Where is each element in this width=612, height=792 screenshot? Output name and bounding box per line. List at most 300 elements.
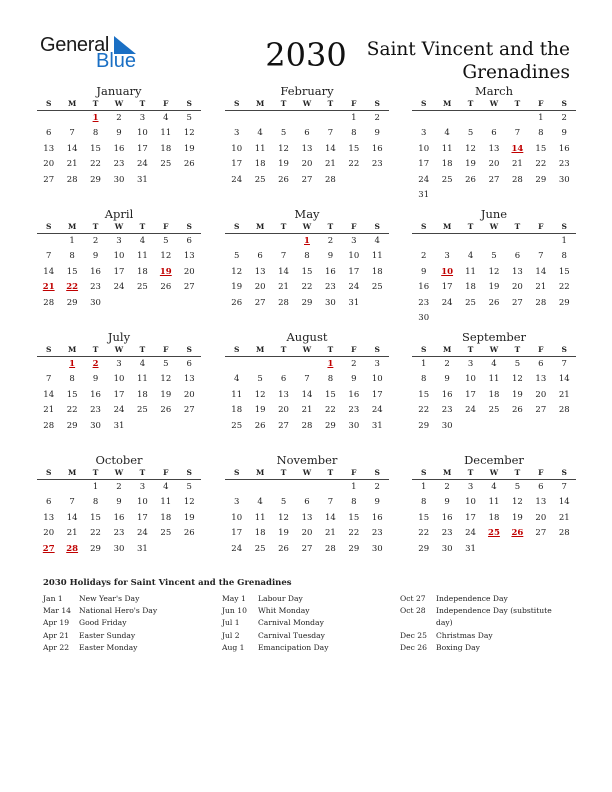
- weekday-label: W: [489, 222, 499, 231]
- day: 3: [467, 359, 474, 369]
- weekday-label: S: [421, 222, 427, 231]
- empty-cell: [248, 111, 271, 126]
- day: 26: [160, 282, 172, 293]
- day: 20: [535, 512, 547, 523]
- day: 20: [278, 405, 289, 416]
- day: 3: [116, 359, 122, 369]
- weekday-label: T: [467, 345, 474, 354]
- day: 28: [43, 420, 55, 431]
- day: 19: [511, 512, 523, 523]
- holiday-day: 22: [66, 282, 79, 293]
- day: 24: [231, 543, 243, 554]
- weekday-label: S: [234, 99, 240, 108]
- weekday-label: S: [46, 99, 52, 108]
- day: 6: [46, 497, 52, 508]
- month-february: [225, 84, 389, 188]
- weekday-label: T: [514, 222, 521, 231]
- day: 23: [90, 282, 101, 293]
- empty-cell: [295, 480, 318, 495]
- day: 27: [183, 405, 195, 416]
- day: 20: [183, 389, 195, 400]
- day: 7: [46, 374, 52, 385]
- day: 24: [441, 297, 453, 308]
- weekday-header: [225, 344, 389, 357]
- weekday-label: W: [302, 345, 312, 354]
- day: 28: [43, 297, 55, 308]
- day: 4: [491, 359, 497, 369]
- day: 15: [90, 143, 101, 154]
- day: 20: [535, 389, 547, 400]
- day: 2: [374, 482, 380, 492]
- day: 7: [327, 128, 334, 139]
- weekday-label: T: [280, 468, 287, 477]
- day: 4: [139, 236, 146, 246]
- day: 18: [371, 266, 383, 277]
- weekday-header: [412, 467, 576, 480]
- day: 28: [278, 297, 289, 308]
- day: 29: [535, 174, 547, 185]
- month-title: January: [96, 84, 142, 98]
- day: 21: [324, 528, 336, 539]
- day-grid: [225, 111, 389, 188]
- weekday-label: T: [92, 345, 99, 354]
- month-may: [225, 207, 389, 311]
- month-title: April: [104, 207, 134, 221]
- day: 24: [465, 528, 476, 539]
- weekday-label: S: [561, 222, 567, 231]
- day: 21: [278, 282, 289, 293]
- day: 6: [257, 251, 263, 262]
- day: 12: [160, 374, 172, 385]
- day: 27: [488, 174, 500, 185]
- weekday-label: M: [255, 468, 265, 477]
- day: 6: [538, 359, 544, 369]
- day: 31: [113, 420, 125, 431]
- day: 5: [186, 482, 192, 492]
- day: 17: [231, 159, 243, 170]
- day: 8: [351, 128, 357, 139]
- day: 11: [160, 497, 172, 508]
- day: 24: [113, 405, 125, 416]
- day: 21: [43, 405, 55, 416]
- empty-cell: [529, 234, 552, 249]
- day: 21: [66, 528, 78, 539]
- holiday-row: [43, 605, 209, 617]
- day: 30: [371, 543, 383, 554]
- weekday-label: S: [421, 468, 427, 477]
- empty-cell: [506, 234, 529, 249]
- weekday-header: [412, 344, 576, 357]
- day: 5: [467, 128, 474, 139]
- weekday-label: S: [46, 468, 52, 477]
- month-title: October: [95, 453, 143, 467]
- day: 23: [441, 528, 453, 539]
- day: 6: [46, 128, 52, 139]
- day: 6: [280, 374, 287, 385]
- day: 1: [421, 359, 427, 369]
- weekday-label: S: [421, 345, 427, 354]
- day: 6: [491, 128, 497, 139]
- day: 15: [348, 512, 360, 523]
- day: 23: [558, 159, 570, 170]
- holiday-date: Dec 26: [400, 642, 427, 652]
- holiday-name: Independence Day: [436, 594, 508, 603]
- day: 16: [90, 266, 101, 277]
- day: 24: [418, 174, 430, 185]
- day: 26: [278, 174, 289, 185]
- day: 2: [444, 359, 450, 369]
- country-title: Saint Vincent and the Grenadines: [366, 39, 570, 83]
- day: 22: [418, 405, 430, 416]
- day: 18: [254, 159, 266, 170]
- day: 15: [66, 266, 78, 277]
- holiday-name: Easter Sunday: [79, 630, 136, 640]
- day: 4: [444, 128, 450, 139]
- day: 15: [418, 512, 430, 523]
- day: 17: [371, 389, 383, 400]
- day: 30: [113, 543, 125, 554]
- weekday-label: T: [139, 99, 146, 108]
- day: 16: [113, 143, 125, 154]
- day: 1: [351, 113, 357, 123]
- weekday-label: T: [139, 468, 146, 477]
- day: 13: [278, 389, 289, 400]
- day: 19: [278, 159, 289, 170]
- weekday-label: T: [467, 222, 474, 231]
- day: 16: [441, 389, 453, 400]
- day: 13: [183, 374, 195, 385]
- day: 28: [324, 174, 336, 185]
- day: 12: [183, 497, 195, 508]
- holiday-name: Carnival Tuesday: [258, 630, 325, 640]
- day: 21: [324, 159, 336, 170]
- holiday-day: 2: [92, 359, 99, 369]
- day: 21: [558, 512, 570, 523]
- holiday-date: Aug 1: [222, 642, 245, 652]
- day: 25: [231, 420, 243, 431]
- weekday-label: F: [163, 222, 169, 231]
- day: 21: [558, 389, 570, 400]
- weekday-label: F: [351, 222, 357, 231]
- day: 17: [465, 512, 476, 523]
- weekday-label: T: [514, 99, 521, 108]
- empty-cell: [225, 111, 248, 126]
- day: 17: [348, 266, 360, 277]
- day: 30: [441, 543, 453, 554]
- day: 9: [116, 497, 122, 508]
- weekday-label: T: [467, 99, 474, 108]
- weekday-label: M: [442, 468, 452, 477]
- day: 16: [418, 282, 430, 293]
- weekday-header: [225, 467, 389, 480]
- weekday-label: F: [163, 345, 169, 354]
- weekday-header: [37, 221, 201, 234]
- holiday-day: 21: [42, 282, 55, 293]
- weekday-label: F: [351, 345, 357, 354]
- weekday-label: S: [234, 222, 240, 231]
- weekday-label: T: [92, 99, 99, 108]
- day: 2: [116, 113, 122, 123]
- day: 16: [371, 143, 383, 154]
- day: 25: [160, 528, 172, 539]
- day: 7: [69, 497, 75, 508]
- weekday-label: M: [67, 222, 77, 231]
- holiday-name: Independence Day (substitute day): [436, 606, 552, 628]
- day: 14: [558, 497, 570, 508]
- day: 10: [371, 374, 383, 385]
- holiday-date: May 1: [222, 594, 246, 603]
- day: 11: [254, 512, 266, 523]
- day: 24: [371, 405, 383, 416]
- holiday-date: Jun 10: [222, 606, 247, 616]
- day: 23: [441, 405, 453, 416]
- weekday-label: T: [139, 345, 146, 354]
- day: 15: [348, 143, 360, 154]
- holiday-day: 19: [159, 266, 172, 277]
- day: 24: [348, 282, 360, 293]
- day: 1: [421, 482, 427, 492]
- day: 15: [66, 389, 78, 400]
- empty-cell: [225, 480, 248, 495]
- day: 14: [535, 266, 547, 277]
- weekday-header: [412, 98, 576, 111]
- weekday-label: F: [163, 468, 169, 477]
- day: 28: [535, 297, 547, 308]
- holiday-name: National Hero's Day: [79, 606, 158, 616]
- empty-cell: [459, 234, 482, 249]
- day: 18: [136, 389, 148, 400]
- holiday-name: Christmas Day: [436, 630, 493, 640]
- holiday-column: [43, 593, 209, 654]
- logo: [40, 34, 137, 72]
- day: 15: [301, 266, 313, 277]
- day: 22: [90, 528, 101, 539]
- day: 19: [511, 389, 523, 400]
- weekday-label: S: [421, 99, 427, 108]
- day: 19: [465, 159, 476, 170]
- holiday-date: Apr 19: [43, 618, 70, 628]
- day: 8: [304, 251, 310, 262]
- day: 5: [280, 128, 287, 139]
- weekday-label: S: [561, 468, 567, 477]
- weekday-label: T: [327, 99, 334, 108]
- day: 19: [160, 389, 172, 400]
- day: 20: [254, 282, 266, 293]
- day: 4: [491, 482, 497, 492]
- day: 27: [183, 282, 195, 293]
- day: 20: [301, 528, 313, 539]
- holiday-day: 10: [441, 266, 454, 277]
- day: 26: [183, 159, 195, 170]
- day: 10: [136, 128, 148, 139]
- day: 13: [511, 266, 523, 277]
- day: 28: [324, 543, 336, 554]
- day: 22: [558, 282, 570, 293]
- day: 11: [441, 143, 453, 154]
- day: 11: [488, 497, 500, 508]
- day: 11: [136, 374, 148, 385]
- weekday-label: M: [442, 99, 452, 108]
- empty-cell: [319, 480, 342, 495]
- weekday-label: M: [255, 99, 265, 108]
- day: 11: [465, 266, 476, 277]
- logo-general-text: General: [40, 34, 110, 56]
- weekday-label: S: [234, 468, 240, 477]
- day: 10: [136, 497, 148, 508]
- holiday-row: [222, 642, 388, 654]
- day: 9: [444, 497, 450, 508]
- day: 25: [488, 405, 500, 416]
- day: 5: [163, 359, 169, 369]
- empty-cell: [295, 357, 318, 372]
- day: 18: [136, 266, 148, 277]
- holiday-name: Boxing Day: [436, 642, 480, 652]
- day: 17: [418, 159, 430, 170]
- day: 28: [558, 405, 570, 416]
- weekday-label: T: [514, 468, 521, 477]
- day: 26: [183, 528, 195, 539]
- holiday-date: Mar 14: [43, 606, 72, 616]
- day: 26: [465, 174, 476, 185]
- empty-cell: [272, 480, 295, 495]
- weekday-label: M: [442, 222, 452, 231]
- empty-cell: [60, 480, 83, 495]
- day: 17: [231, 528, 243, 539]
- day: 22: [418, 528, 430, 539]
- day: 18: [160, 512, 172, 523]
- day: 12: [488, 266, 500, 277]
- holiday-day: 25: [488, 528, 500, 539]
- day: 18: [488, 512, 500, 523]
- holiday-row: [222, 630, 388, 642]
- holiday-row: [43, 593, 209, 605]
- day: 26: [160, 405, 172, 416]
- day: 9: [116, 128, 122, 139]
- day: 7: [304, 374, 310, 385]
- day: 4: [139, 359, 146, 369]
- day: 12: [183, 128, 195, 139]
- day: 26: [231, 297, 243, 308]
- day: 29: [418, 543, 430, 554]
- day: 9: [327, 251, 334, 262]
- day-grid: [37, 480, 201, 557]
- month-title: March: [475, 84, 513, 98]
- day: 18: [231, 405, 243, 416]
- day: 16: [113, 512, 125, 523]
- day: 2: [561, 113, 567, 123]
- empty-cell: [272, 357, 295, 372]
- day: 13: [301, 143, 313, 154]
- holiday-row: [43, 617, 209, 629]
- weekday-label: S: [234, 345, 240, 354]
- empty-cell: [295, 111, 318, 126]
- month-september: [412, 330, 576, 434]
- day: 29: [348, 543, 360, 554]
- day: 20: [43, 528, 55, 539]
- day: 19: [488, 282, 500, 293]
- weekday-label: S: [186, 222, 192, 231]
- weekday-label: T: [327, 222, 334, 231]
- day: 9: [374, 128, 380, 139]
- day: 27: [511, 297, 523, 308]
- day: 11: [136, 251, 148, 262]
- weekday-label: M: [67, 99, 77, 108]
- day: 23: [113, 528, 125, 539]
- day-grid: [412, 111, 576, 203]
- weekday-label: W: [302, 99, 312, 108]
- day: 1: [538, 113, 544, 123]
- day: 2: [374, 113, 380, 123]
- day: 5: [257, 374, 263, 385]
- month-march: [412, 84, 576, 203]
- day: 10: [465, 497, 476, 508]
- weekday-label: F: [538, 99, 544, 108]
- day: 24: [136, 159, 148, 170]
- weekday-header: [37, 467, 201, 480]
- day: 21: [535, 282, 547, 293]
- day: 21: [511, 159, 523, 170]
- empty-cell: [248, 357, 271, 372]
- weekday-label: M: [255, 222, 265, 231]
- day: 22: [348, 528, 360, 539]
- weekday-label: T: [327, 468, 334, 477]
- weekday-label: W: [302, 222, 312, 231]
- day: 3: [351, 236, 357, 246]
- empty-cell: [37, 480, 60, 495]
- day: 7: [69, 128, 75, 139]
- day: 8: [561, 251, 567, 262]
- day: 31: [136, 174, 148, 185]
- day: 17: [136, 512, 148, 523]
- day: 29: [301, 297, 313, 308]
- day: 19: [183, 512, 195, 523]
- day: 16: [348, 389, 360, 400]
- empty-cell: [482, 111, 505, 126]
- day: 23: [348, 405, 360, 416]
- day-grid: [225, 480, 389, 557]
- day: 5: [163, 236, 169, 246]
- day: 8: [69, 251, 75, 262]
- day: 27: [43, 174, 55, 185]
- empty-cell: [506, 111, 529, 126]
- day: 3: [234, 497, 240, 508]
- day: 6: [186, 359, 192, 369]
- weekday-label: S: [374, 222, 380, 231]
- day: 19: [183, 143, 195, 154]
- day: 7: [561, 359, 567, 369]
- day: 16: [558, 143, 570, 154]
- day: 11: [488, 374, 500, 385]
- empty-cell: [412, 111, 435, 126]
- day: 21: [301, 405, 313, 416]
- empty-cell: [37, 357, 60, 372]
- day-grid: [37, 111, 201, 188]
- day: 2: [92, 236, 99, 246]
- weekday-label: S: [374, 468, 380, 477]
- day: 24: [231, 174, 243, 185]
- day: 31: [371, 420, 383, 431]
- weekday-label: T: [280, 345, 287, 354]
- day: 7: [561, 482, 567, 492]
- day: 15: [90, 512, 101, 523]
- day: 25: [160, 159, 172, 170]
- holiday-date: Oct 28: [400, 606, 426, 616]
- day: 7: [327, 497, 334, 508]
- holiday-name: New Year's Day: [79, 594, 140, 603]
- day: 18: [160, 143, 172, 154]
- day: 17: [113, 266, 125, 277]
- weekday-label: W: [302, 468, 312, 477]
